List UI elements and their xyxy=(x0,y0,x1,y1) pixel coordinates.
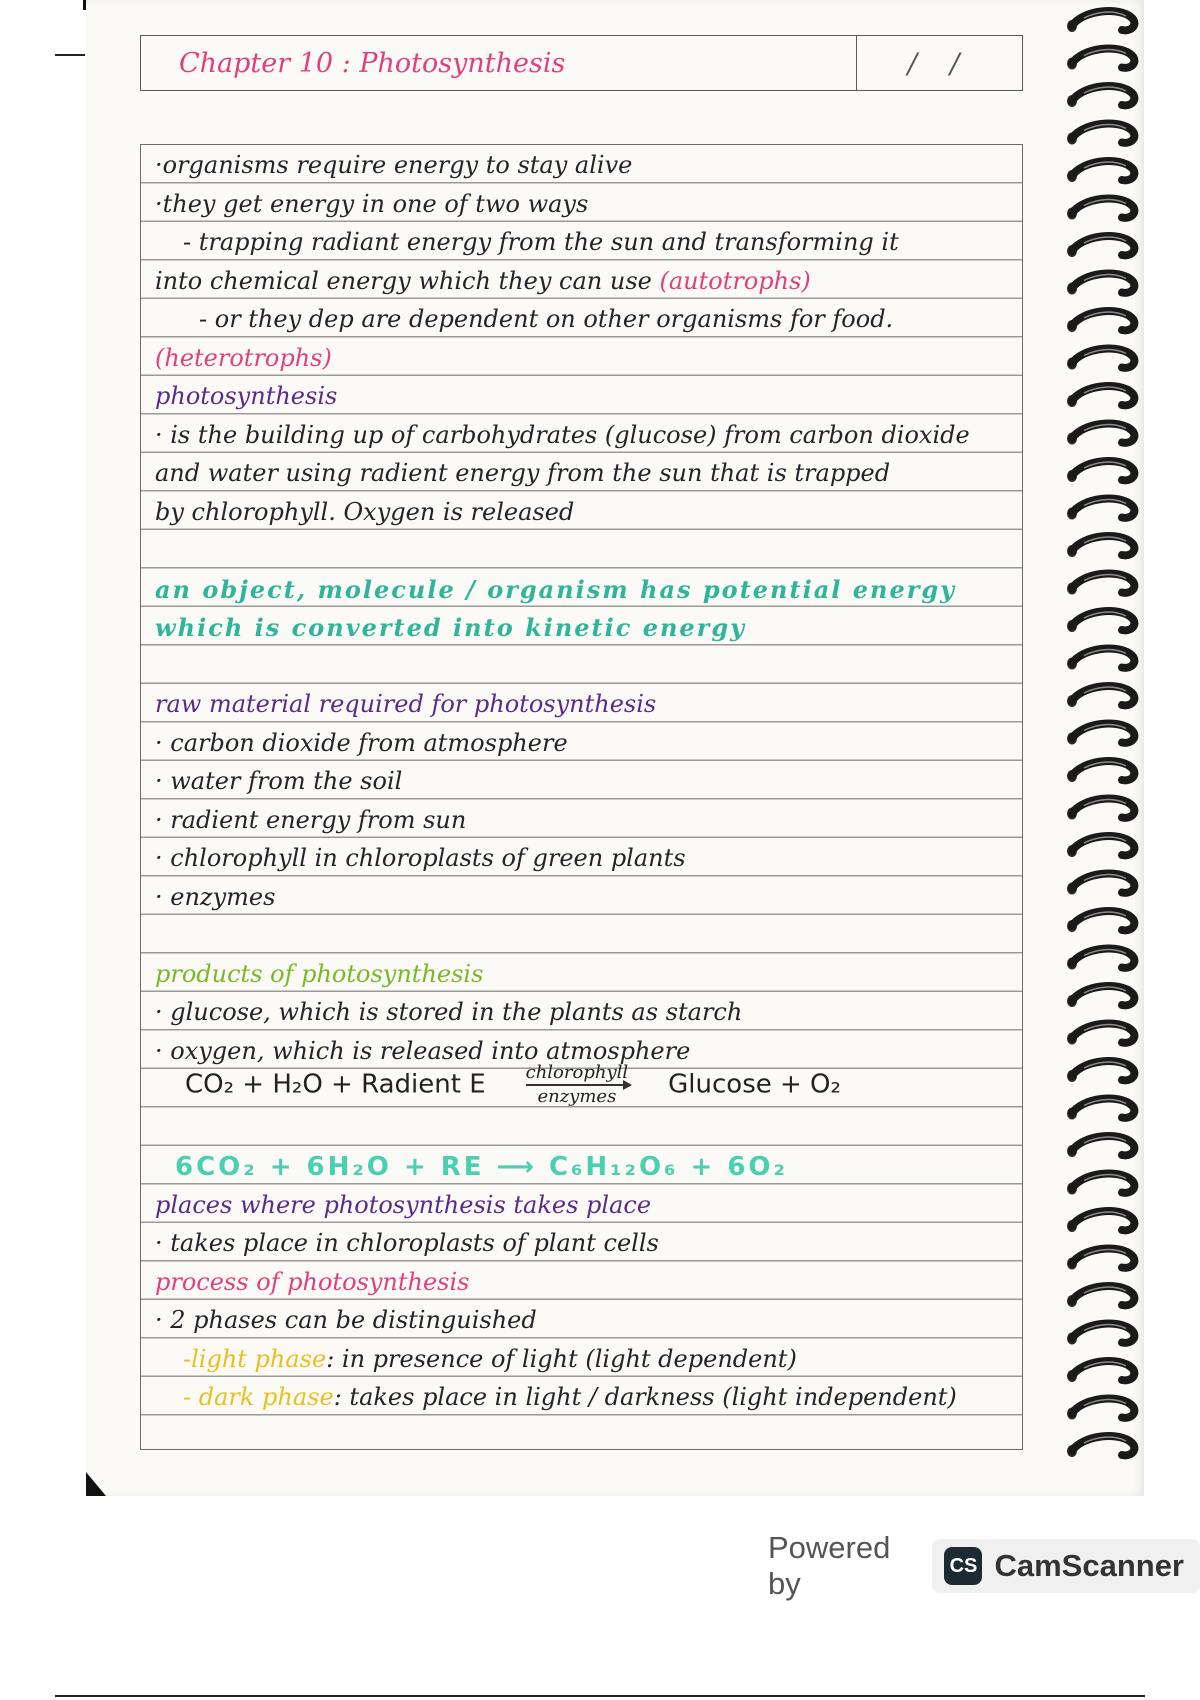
binding-ring xyxy=(1067,649,1134,670)
note-annotation: (autotrophs) xyxy=(659,266,811,295)
reaction-arrow xyxy=(526,1063,629,1107)
ruled-notes xyxy=(140,144,1023,1450)
note-line xyxy=(155,960,483,988)
date-field: / / xyxy=(856,36,1022,90)
binding-ring xyxy=(1067,536,1134,557)
camscanner-badge xyxy=(932,1539,1200,1593)
note-line xyxy=(155,1268,469,1296)
note-text: · is the building up of carbohydrates (glucose) from carbon dioxide xyxy=(155,420,970,449)
binding-ring xyxy=(1067,1024,1134,1045)
binding-ring xyxy=(1067,86,1134,107)
note-text: · water from the soil xyxy=(155,767,403,795)
note-line xyxy=(155,575,956,604)
note-line xyxy=(155,767,402,795)
note-text: - trapping radiant energy from the sun and transforming it xyxy=(183,228,899,256)
note-text: an object, molecule / organism has potential energy xyxy=(155,574,957,604)
note-text: places where photosynthesis takes place xyxy=(155,1190,652,1219)
note-line xyxy=(155,844,686,872)
binding-ring xyxy=(1067,1061,1134,1082)
spiral-binding xyxy=(1062,0,1142,1480)
arrow-condition-top: chlorophyll xyxy=(525,1062,629,1083)
note-line xyxy=(155,1229,659,1257)
binding-ring xyxy=(1067,1324,1134,1345)
binding-ring xyxy=(1067,761,1134,782)
word-equation xyxy=(155,1063,841,1107)
note-text: ·organisms require energy to stay alive xyxy=(155,151,633,179)
equation-reactants: CO₂ + H₂O + Radient E xyxy=(185,1069,486,1100)
binding-ring xyxy=(1067,986,1134,1007)
note-text: : in presence of light (light dependent) xyxy=(326,1344,797,1373)
balanced-equation: 6CO₂ + 6H₂O + RE ⟶ C₆H₁₂O₆ + 6O₂ xyxy=(175,1152,788,1182)
binding-ring xyxy=(1067,1436,1134,1457)
arrow-icon xyxy=(526,1084,629,1086)
note-line xyxy=(155,690,656,718)
binding-ring xyxy=(1067,11,1134,32)
binding-ring xyxy=(1067,911,1134,932)
note-text: raw material required for photosynthesis xyxy=(155,690,657,718)
note-text: which is converted into kinetic energy xyxy=(155,613,747,642)
formula-equation xyxy=(155,1152,788,1182)
note-text: ·they get energy in one of two ways xyxy=(155,189,589,218)
note-text: · chlorophyll in chloroplasts of green plants xyxy=(155,844,686,872)
binding-ring xyxy=(1067,349,1134,370)
note-line xyxy=(155,998,742,1026)
note-text: and water using radient energy from the sun that is trapped xyxy=(155,459,891,487)
phase-name: -light phase xyxy=(183,1344,327,1373)
binding-ring xyxy=(1067,686,1134,707)
note-line xyxy=(155,1383,957,1411)
binding-ring xyxy=(1067,949,1134,970)
binding-ring xyxy=(1067,1136,1134,1157)
note-line xyxy=(155,1306,537,1334)
binding-ring xyxy=(1067,124,1134,145)
note-line xyxy=(155,729,568,757)
note-line xyxy=(155,421,970,449)
binding-ring xyxy=(1067,1286,1134,1307)
note-text: process of photosynthesis xyxy=(155,1267,470,1296)
binding-ring xyxy=(1067,424,1134,445)
phase-name: - dark phase xyxy=(183,1383,334,1411)
note-text: (heterotrophs) xyxy=(155,343,332,372)
note-line xyxy=(155,305,893,333)
binding-ring xyxy=(1067,574,1134,595)
note-text: · carbon dioxide from atmosphere xyxy=(155,728,568,757)
note-text: by chlorophyll. Oxygen is released xyxy=(155,497,575,526)
note-line xyxy=(155,1345,797,1373)
note-text: into chemical energy which they can use xyxy=(155,266,652,295)
camscanner-footer xyxy=(768,1530,1200,1602)
note-line xyxy=(155,613,746,642)
binding-ring xyxy=(1067,49,1134,70)
powered-by-label: Powered by xyxy=(768,1530,891,1601)
note-text: · glucose, which is stored in the plants as starch xyxy=(155,998,743,1026)
page-edge-mark xyxy=(55,54,85,56)
binding-ring xyxy=(1067,386,1134,407)
equation-products: Glucose + O₂ xyxy=(668,1069,841,1100)
note-text: - or they dep are dependent on other organisms for food. xyxy=(199,305,894,333)
camscanner-brand: CamScanner xyxy=(994,1548,1184,1583)
binding-ring xyxy=(1067,199,1134,220)
note-line xyxy=(155,382,337,410)
binding-ring xyxy=(1067,1211,1134,1232)
note-line xyxy=(155,228,899,256)
note-text: products of photosynthesis xyxy=(155,959,484,988)
binding-ring xyxy=(1067,1361,1134,1382)
camscanner-logo-icon: CS xyxy=(944,1547,982,1585)
note-line xyxy=(155,267,811,295)
binding-ring xyxy=(1067,499,1134,520)
binding-ring xyxy=(1067,236,1134,257)
note-text: · enzymes xyxy=(155,882,276,911)
note-line xyxy=(155,1037,690,1065)
note-line xyxy=(155,459,890,487)
binding-ring xyxy=(1067,1249,1134,1270)
note-line xyxy=(155,498,574,526)
bottom-rule xyxy=(55,1695,1145,1697)
arrow-condition-bottom: enzymes xyxy=(537,1086,617,1107)
page-corner-mark xyxy=(86,1472,106,1496)
binding-ring xyxy=(1067,724,1134,745)
binding-ring xyxy=(1067,1174,1134,1195)
note-text: · 2 phases can be distinguished xyxy=(155,1306,537,1334)
note-line xyxy=(155,883,275,911)
note-text: · radient energy from sun xyxy=(155,805,467,834)
binding-ring xyxy=(1067,1099,1134,1120)
note-line xyxy=(155,344,332,372)
binding-ring xyxy=(1067,799,1134,820)
binding-ring xyxy=(1067,311,1134,332)
binding-ring xyxy=(1067,161,1134,182)
binding-ring xyxy=(1067,461,1134,482)
binding-ring xyxy=(1067,874,1134,895)
note-text: · takes place in chloroplasts of plant cells xyxy=(155,1229,659,1257)
chapter-title: Chapter 10 : Photosynthesis xyxy=(179,48,566,79)
binding-ring xyxy=(1067,274,1134,295)
note-line xyxy=(155,151,632,179)
note-line xyxy=(155,1191,651,1219)
chapter-header xyxy=(140,35,1023,91)
binding-ring xyxy=(1067,611,1134,632)
note-text: : takes place in light / darkness (light independent) xyxy=(333,1383,957,1411)
note-text: photosynthesis xyxy=(155,382,338,410)
note-line xyxy=(155,190,588,218)
binding-ring xyxy=(1067,1399,1134,1420)
note-line xyxy=(155,806,466,834)
binding-ring xyxy=(1067,836,1134,857)
note-text: · oxygen, which is released into atmosphere xyxy=(155,1036,691,1065)
